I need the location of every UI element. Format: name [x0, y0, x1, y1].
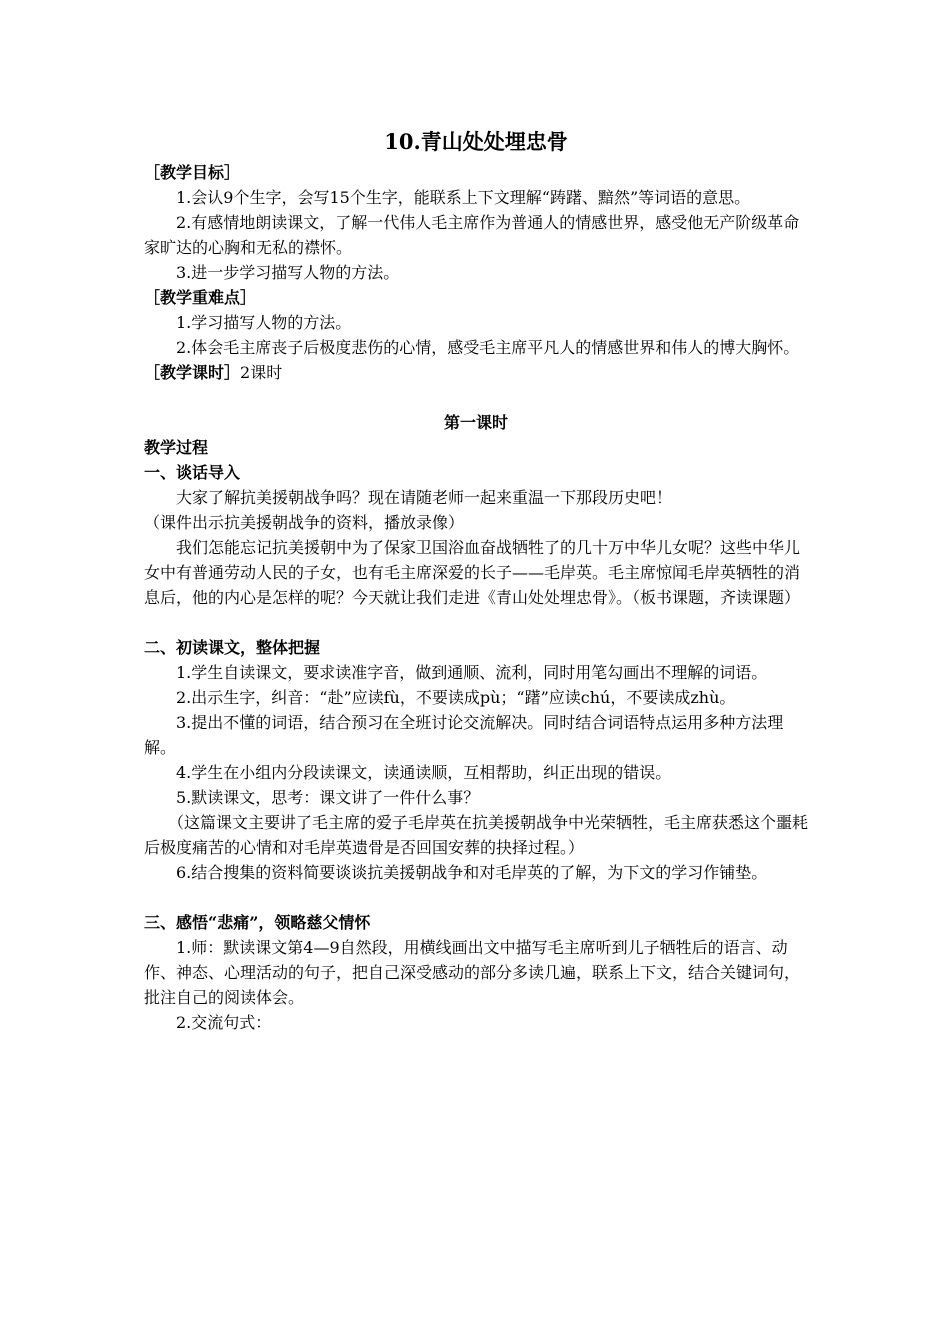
section2-paragraph: （这篇课文主要讲了毛主席的爱子毛岸英在抗美援朝战争中光荣牺牲，毛主席获悉这个噩耗后极度痛苦的心情和对毛岸英遗骨是否回国安葬的抉择过程。）	[144, 813, 809, 857]
section1-paragraph: 我们怎能忘记抗美援朝中为了保家卫国浴血奋战牺牲了的几十万中华儿女呢？这些中华儿女中有普通劳动人民的子女，也有毛主席深爱的长子——毛岸英。毛主席惊闻毛岸英牺牲的消息后，他的内心是怎样的呢？今天就让我们走进《青山处处埋忠骨》。（板书课题，齐读课题）	[144, 538, 801, 607]
section2-paragraph: 6.结合搜集的资料简要谈谈抗美援朝战争和对毛岸英的了解，为下文的学习作铺垫。	[176, 863, 768, 882]
section2-heading: 二、初读课文，整体把握	[144, 638, 321, 657]
key-point-item: 1.学习描写人物的方法。	[176, 313, 352, 332]
key-points-heading: ［教学重难点］	[144, 288, 257, 307]
section3-heading: 三、感悟“悲痛”，领略慈父情怀	[144, 913, 371, 932]
section2-paragraph: 1.学生自读课文，要求读准字音，做到通顺、流利，同时用笔勾画出不理解的词语。	[176, 663, 768, 682]
document-page	[144, 126, 808, 1035]
objective-item: 1.会认9个生字，会写15个生字，能联系上下文理解“踌躇、黯然”等词语的意思。	[176, 188, 751, 207]
objectives-heading: ［教学目标］	[144, 163, 241, 182]
section1-heading: 一、谈话导入	[144, 463, 241, 482]
section1-paragraph: 大家了解抗美援朝战争吗？现在请随老师一起来重温一下那段历史吧！	[176, 488, 673, 507]
objective-item: 2.有感情地朗读课文，了解一代伟人毛主席作为普通人的情感世界，感受他无产阶级革命家旷达的心胸和无私的襟怀。	[144, 213, 800, 257]
process-heading: 教学过程	[144, 438, 209, 457]
section2-paragraph: 4.学生在小组内分段读课文，读通读顺，互相帮助，纠正出现的错误。	[176, 763, 672, 782]
section1-paragraph: （课件出示抗美援朝战争的资料，播放录像）	[144, 513, 465, 532]
class-hours-value: 2课时	[240, 363, 283, 382]
section2-paragraph: 5.默读课文，思考：课文讲了一件什么事？	[176, 788, 480, 807]
section3-paragraph: 1.师：默读课文第4—9自然段，用横线画出文中描写毛主席听到儿子牺牲后的语言、动作、神态、心理活动的句子，把自己深受感动的部分多读几遍，联系上下文，结合关键词句，批注自己的阅读体会。	[144, 938, 801, 1007]
lesson-title: 第一课时	[443, 413, 508, 432]
key-point-item: 2.体会毛主席丧子后极度悲伤的心情，感受毛主席平凡人的情感世界和伟人的博大胸怀。	[176, 338, 800, 357]
section3-paragraph: 2.交流句式：	[176, 1013, 272, 1032]
document-title: 10.青山处处埋忠骨	[384, 129, 568, 154]
class-hours-heading: ［教学课时］	[144, 363, 241, 382]
class-hours-line	[144, 360, 808, 385]
section2-paragraph: 2.出示生字，纠音：“赴”应读fù，不要读成pù；“躇”应读chú，不要读成zhù。	[176, 688, 736, 707]
objective-item: 3.进一步学习描写人物的方法。	[176, 263, 400, 282]
section2-paragraph: 3.提出不懂的词语，结合预习在全班讨论交流解决。同时结合词语特点运用多种方法理解。	[144, 713, 784, 757]
